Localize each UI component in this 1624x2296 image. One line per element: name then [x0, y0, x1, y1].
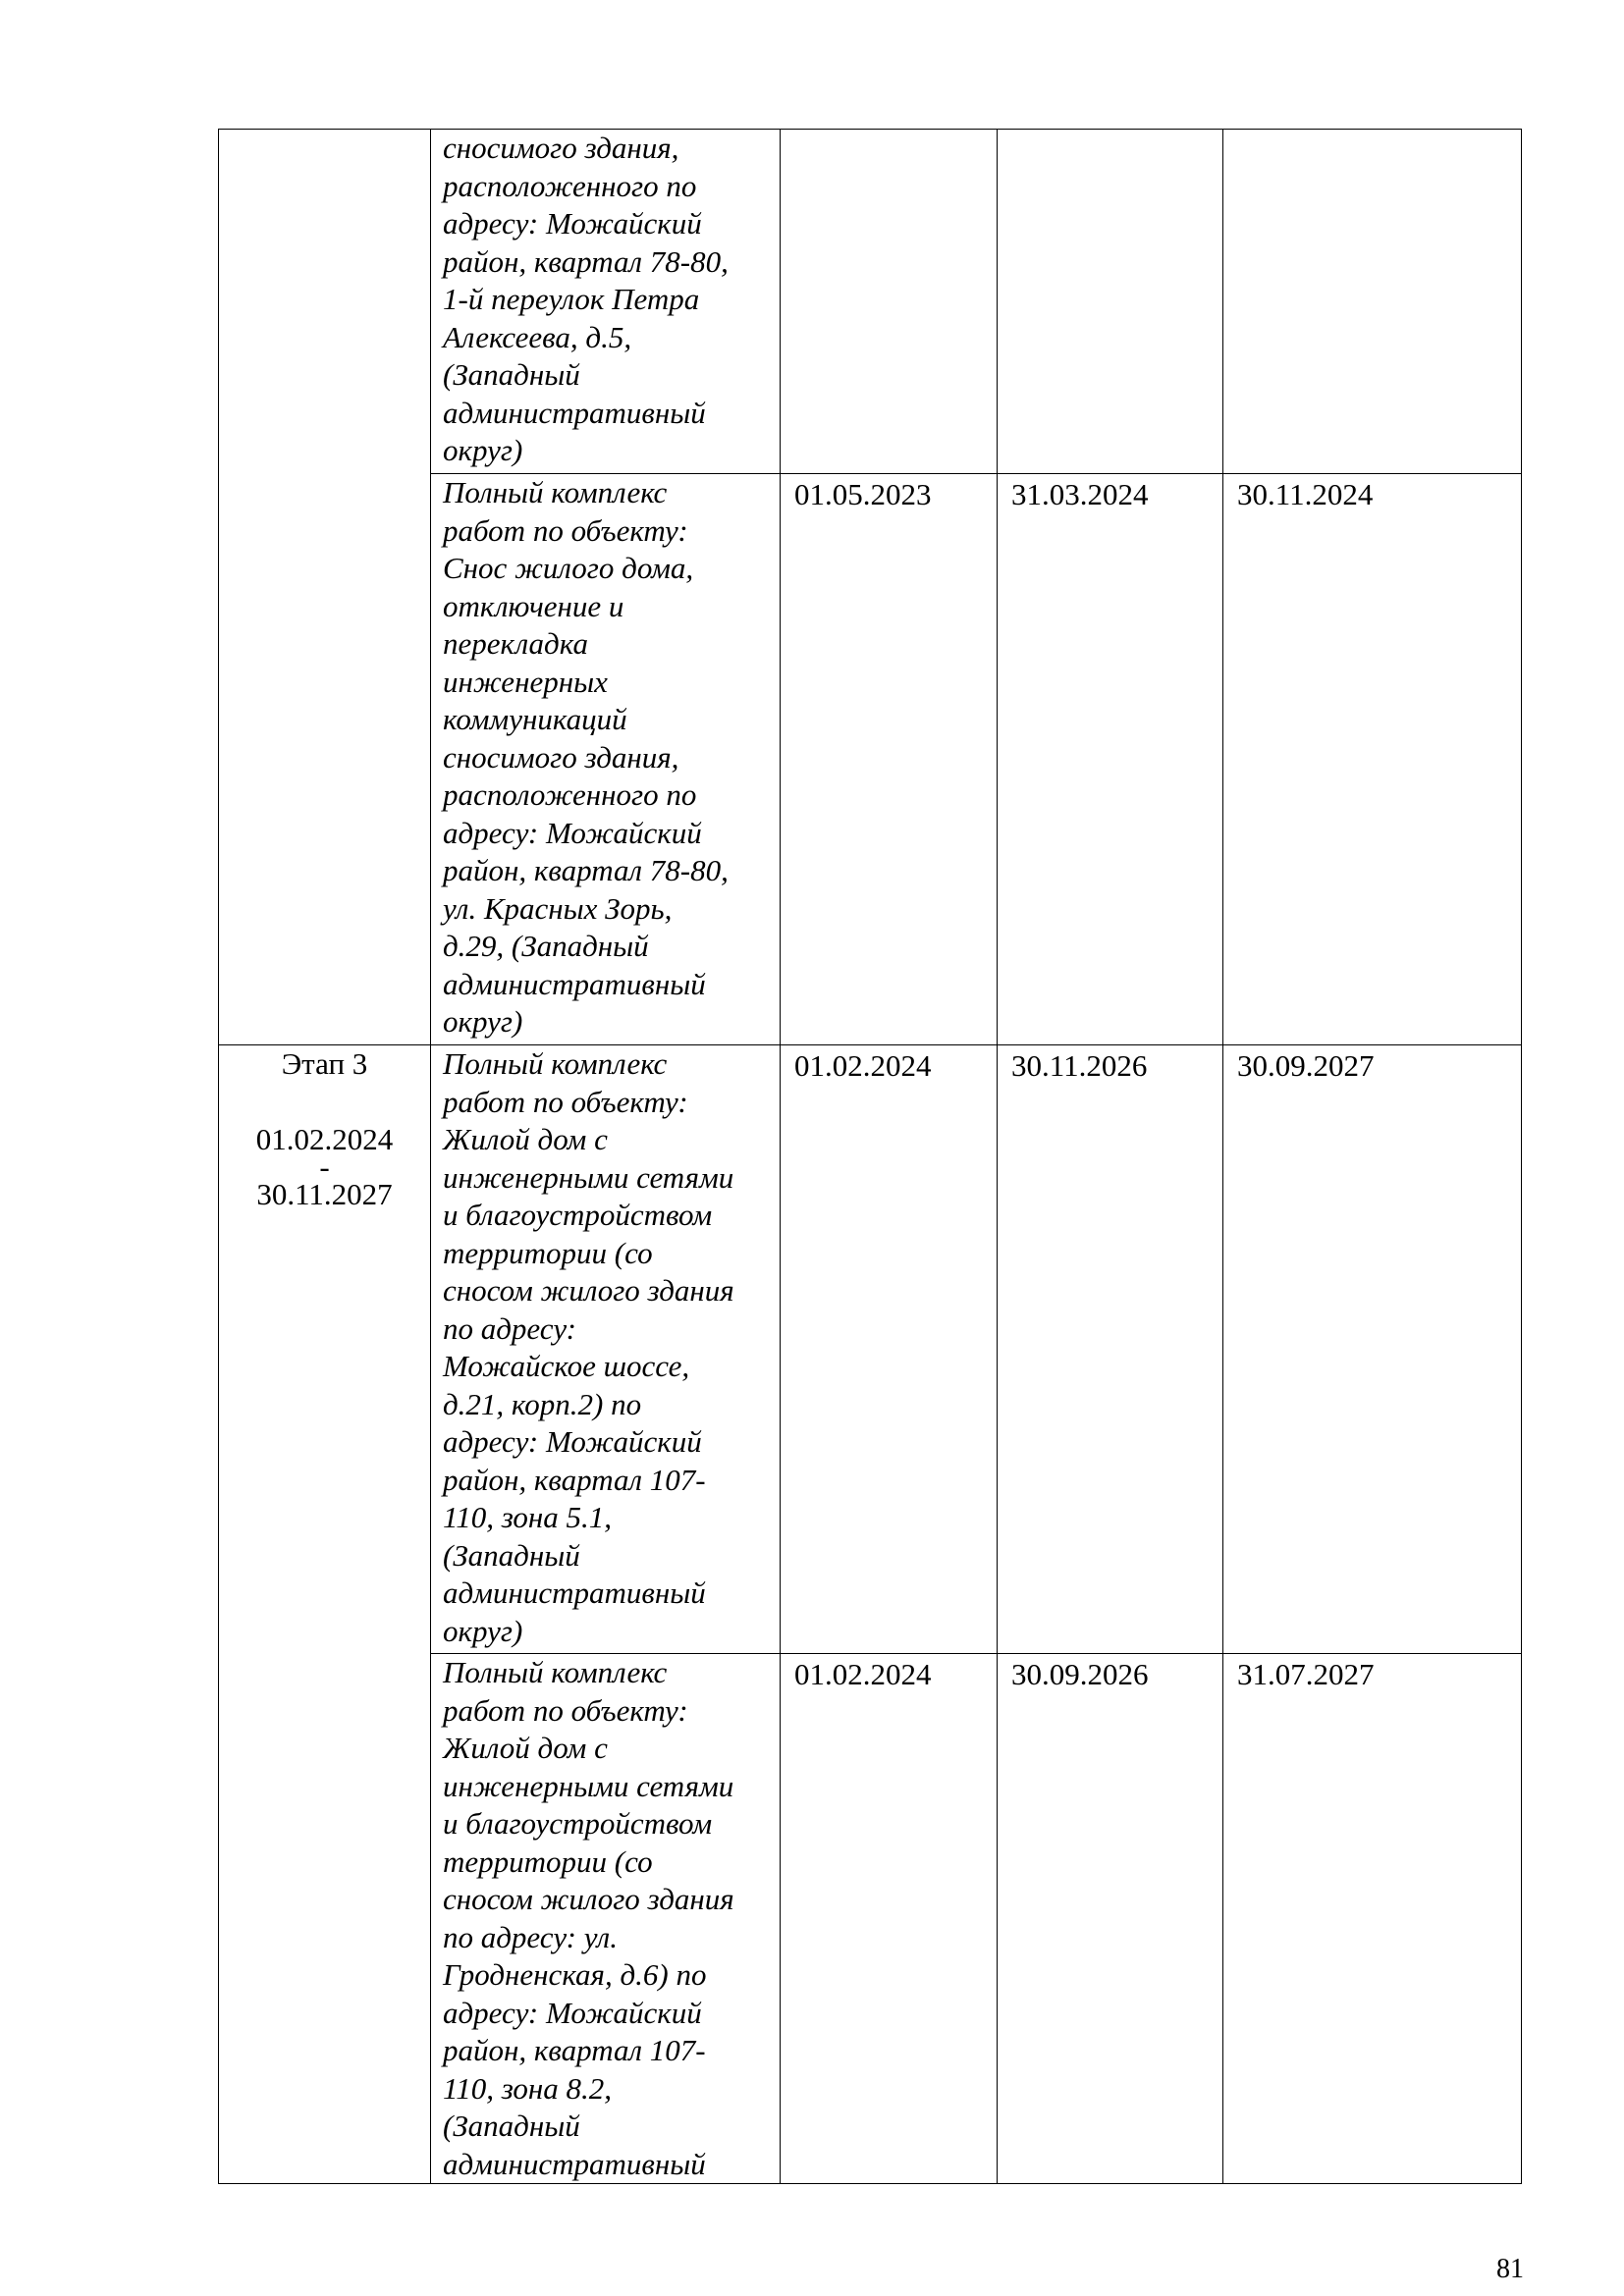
work-description: Полный комплекс работ по объекту: Жилой дом с инженерными сетями и благоустройством территории (со сносом жилого здания по адресу: ул. Гродненская, д.6) по адресу: Можайский район, квартал 107- 110, зона 8.2, (Западный административный	[431, 1654, 781, 2184]
stage-dash: -	[319, 1149, 330, 1184]
mid-date	[998, 130, 1223, 474]
stage-end-date: 30.11.2027	[256, 1177, 393, 1211]
end-date: 30.09.2027	[1223, 1045, 1522, 1654]
start-date: 01.02.2024	[781, 1654, 998, 2184]
start-date: 01.05.2023	[781, 474, 998, 1045]
work-description: сносимого здания, расположенного по адресу: Можайский район, квартал 78-80, 1-й переулок Петра Алексеева, д.5, (Западный административный округ)	[431, 130, 781, 474]
mid-date: 31.03.2024	[998, 474, 1223, 1045]
table-row	[219, 130, 1522, 474]
end-date: 31.07.2027	[1223, 1654, 1522, 2184]
work-description: Полный комплекс работ по объекту: Снос жилого дома, отключение и перекладка инженерных коммуникаций сносимого здания, расположенного по адресу: Можайский район, квартал 78-80, ул. Красных Зорь, д.29, (Западный административный округ)	[431, 474, 781, 1045]
end-date	[1223, 130, 1522, 474]
start-date	[781, 130, 998, 474]
page-number: 81	[1496, 2254, 1524, 2284]
work-description: Полный комплекс работ по объекту: Жилой дом с инженерными сетями и благоустройством территории (со сносом жилого здания по адресу: Можайское шоссе, д.21, корп.2) по адресу: Можайский район, квартал 107- 110, зона 5.1, (Западный административный округ)	[431, 1045, 781, 1654]
end-date: 30.11.2024	[1223, 474, 1522, 1045]
mid-date: 30.11.2026	[998, 1045, 1223, 1654]
stage-title: Этап 3	[281, 1046, 368, 1081]
table-row	[219, 1045, 1522, 1654]
mid-date: 30.09.2026	[998, 1654, 1223, 2184]
schedule-table	[218, 129, 1522, 2184]
start-date: 01.02.2024	[781, 1045, 998, 1654]
stage-cell-empty	[219, 130, 431, 1045]
stage-start-date: 01.02.2024	[255, 1121, 394, 1156]
stage-cell	[219, 1045, 431, 2184]
